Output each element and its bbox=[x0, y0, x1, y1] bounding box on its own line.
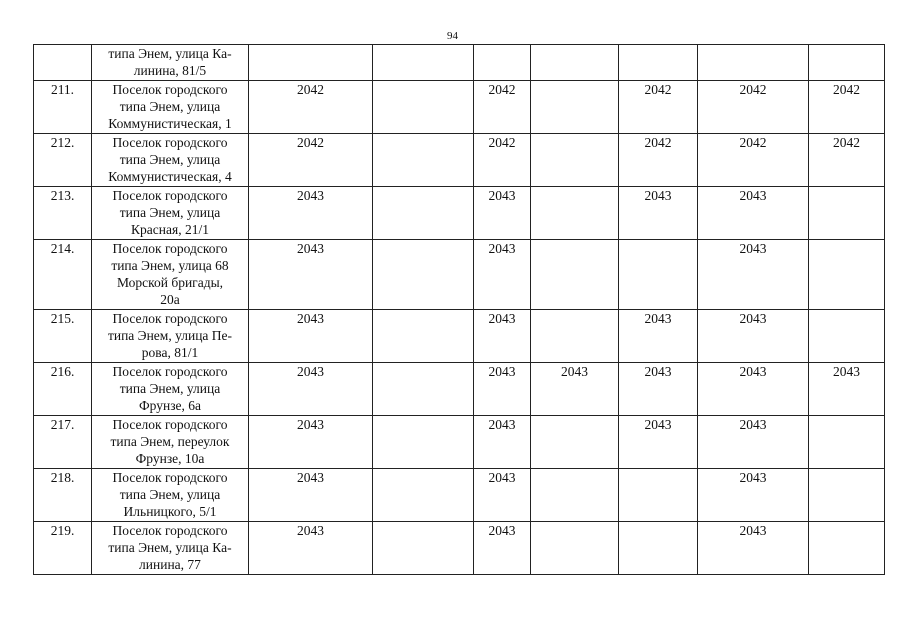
year-cell: 2043 bbox=[249, 363, 373, 416]
year-cell bbox=[373, 134, 474, 187]
year-cell: 2043 bbox=[698, 187, 809, 240]
address-line: Красная, 21/1 bbox=[131, 222, 209, 237]
address-cell bbox=[92, 469, 249, 522]
year-cell: 2043 bbox=[474, 416, 531, 469]
address-cell bbox=[92, 416, 249, 469]
table-row bbox=[34, 240, 885, 310]
year-cell bbox=[373, 522, 474, 575]
year-cell: 2043 bbox=[698, 363, 809, 416]
year-cell: 2042 bbox=[809, 81, 885, 134]
address-line: типа Энем, улица 68 bbox=[111, 258, 229, 273]
year-cell: 2043 bbox=[249, 522, 373, 575]
year-cell bbox=[531, 187, 619, 240]
address-cell bbox=[92, 187, 249, 240]
year-cell bbox=[373, 363, 474, 416]
address-line: типа Энем, переулок bbox=[110, 434, 230, 449]
table-row bbox=[34, 469, 885, 522]
address-cell bbox=[92, 522, 249, 575]
address-line: линина, 81/5 bbox=[133, 63, 207, 78]
address-line: Фрунзе, 6а bbox=[138, 398, 202, 413]
row-number bbox=[34, 45, 92, 81]
year-cell: 2043 bbox=[474, 522, 531, 575]
year-cell bbox=[531, 310, 619, 363]
table-row bbox=[34, 416, 885, 469]
year-cell bbox=[809, 416, 885, 469]
address-line: Поселок городского bbox=[112, 523, 228, 538]
year-cell bbox=[373, 469, 474, 522]
year-cell bbox=[531, 469, 619, 522]
year-cell bbox=[809, 469, 885, 522]
table-row bbox=[34, 187, 885, 240]
year-cell: 2043 bbox=[474, 240, 531, 310]
address-line: типа Энем, улица Пе- bbox=[107, 328, 233, 343]
address-line: Поселок городского bbox=[112, 417, 228, 432]
address-line: Поселок городского bbox=[112, 82, 228, 97]
year-cell bbox=[619, 469, 698, 522]
address-line: Ильницкого, 5/1 bbox=[123, 504, 217, 519]
year-cell: 2042 bbox=[698, 134, 809, 187]
year-cell: 2043 bbox=[698, 240, 809, 310]
address-line: Коммунистическая, 1 bbox=[108, 116, 232, 131]
year-cell bbox=[373, 416, 474, 469]
address-line: типа Энем, улица Ка- bbox=[108, 46, 232, 61]
address-line: типа Энем, улица Ка- bbox=[108, 540, 232, 555]
row-number: 215. bbox=[34, 310, 92, 363]
year-cell bbox=[809, 187, 885, 240]
address-line: типа Энем, улица bbox=[119, 205, 221, 220]
year-cell bbox=[531, 134, 619, 187]
year-cell: 2043 bbox=[249, 310, 373, 363]
year-cell bbox=[373, 81, 474, 134]
table-row bbox=[34, 310, 885, 363]
table-row bbox=[34, 134, 885, 187]
address-cell bbox=[92, 134, 249, 187]
row-number: 212. bbox=[34, 134, 92, 187]
year-cell bbox=[373, 187, 474, 240]
year-cell bbox=[809, 240, 885, 310]
row-number: 216. bbox=[34, 363, 92, 416]
year-cell: 2042 bbox=[619, 134, 698, 187]
year-cell: 2043 bbox=[474, 363, 531, 416]
year-cell: 2042 bbox=[809, 134, 885, 187]
table-row bbox=[34, 45, 885, 81]
year-cell bbox=[373, 310, 474, 363]
year-cell bbox=[249, 45, 373, 81]
row-number: 213. bbox=[34, 187, 92, 240]
year-cell bbox=[531, 522, 619, 575]
year-cell bbox=[619, 240, 698, 310]
year-cell bbox=[474, 45, 531, 81]
address-line: Поселок городского bbox=[112, 241, 228, 256]
year-cell bbox=[531, 416, 619, 469]
year-cell: 2043 bbox=[698, 310, 809, 363]
address-line: типа Энем, улица bbox=[119, 152, 221, 167]
table-body bbox=[34, 45, 885, 575]
address-line: линина, 77 bbox=[139, 557, 201, 572]
year-cell: 2043 bbox=[249, 469, 373, 522]
page-number: 94 bbox=[447, 30, 458, 42]
year-cell: 2043 bbox=[619, 416, 698, 469]
year-cell bbox=[809, 310, 885, 363]
address-line: Фрунзе, 10а bbox=[135, 451, 205, 466]
year-cell: 2043 bbox=[474, 469, 531, 522]
year-cell bbox=[619, 522, 698, 575]
address-line: Поселок городского bbox=[112, 470, 228, 485]
year-cell: 2042 bbox=[619, 81, 698, 134]
address-line: Поселок городского bbox=[112, 135, 228, 150]
year-cell: 2043 bbox=[809, 363, 885, 416]
year-cell: 2043 bbox=[474, 310, 531, 363]
year-cell bbox=[619, 45, 698, 81]
year-cell bbox=[531, 240, 619, 310]
year-cell: 2042 bbox=[249, 134, 373, 187]
table-row bbox=[34, 363, 885, 416]
year-cell bbox=[531, 45, 619, 81]
table-row bbox=[34, 81, 885, 134]
year-cell: 2043 bbox=[474, 187, 531, 240]
row-number: 219. bbox=[34, 522, 92, 575]
year-cell: 2043 bbox=[619, 310, 698, 363]
year-cell bbox=[373, 45, 474, 81]
year-cell: 2042 bbox=[474, 134, 531, 187]
address-cell bbox=[92, 240, 249, 310]
address-line: 20а bbox=[160, 292, 180, 307]
year-cell: 2042 bbox=[698, 81, 809, 134]
year-cell: 2042 bbox=[474, 81, 531, 134]
year-cell bbox=[531, 81, 619, 134]
address-line: типа Энем, улица bbox=[119, 99, 221, 114]
table-row bbox=[34, 522, 885, 575]
address-cell bbox=[92, 81, 249, 134]
address-cell bbox=[92, 310, 249, 363]
address-line: Коммунистическая, 4 bbox=[108, 169, 232, 184]
address-cell bbox=[92, 45, 249, 81]
year-cell: 2043 bbox=[531, 363, 619, 416]
year-cell: 2043 bbox=[249, 240, 373, 310]
address-line: Морской бригады, bbox=[116, 275, 224, 290]
year-cell: 2043 bbox=[698, 522, 809, 575]
year-cell: 2043 bbox=[619, 187, 698, 240]
address-line: Поселок городского bbox=[112, 311, 228, 326]
row-number: 214. bbox=[34, 240, 92, 310]
year-cell bbox=[373, 240, 474, 310]
year-cell bbox=[698, 45, 809, 81]
data-table bbox=[33, 44, 885, 575]
year-cell: 2043 bbox=[249, 187, 373, 240]
address-cell bbox=[92, 363, 249, 416]
address-line: типа Энем, улица bbox=[119, 487, 221, 502]
year-cell: 2042 bbox=[249, 81, 373, 134]
year-cell: 2043 bbox=[698, 416, 809, 469]
address-line: Поселок городского bbox=[112, 188, 228, 203]
row-number: 217. bbox=[34, 416, 92, 469]
year-cell: 2043 bbox=[619, 363, 698, 416]
address-line: рова, 81/1 bbox=[141, 345, 199, 360]
year-cell: 2043 bbox=[249, 416, 373, 469]
address-line: Поселок городского bbox=[112, 364, 228, 379]
address-line: типа Энем, улица bbox=[119, 381, 221, 396]
year-cell bbox=[809, 522, 885, 575]
row-number: 218. bbox=[34, 469, 92, 522]
year-cell bbox=[809, 45, 885, 81]
row-number: 211. bbox=[34, 81, 92, 134]
year-cell: 2043 bbox=[698, 469, 809, 522]
